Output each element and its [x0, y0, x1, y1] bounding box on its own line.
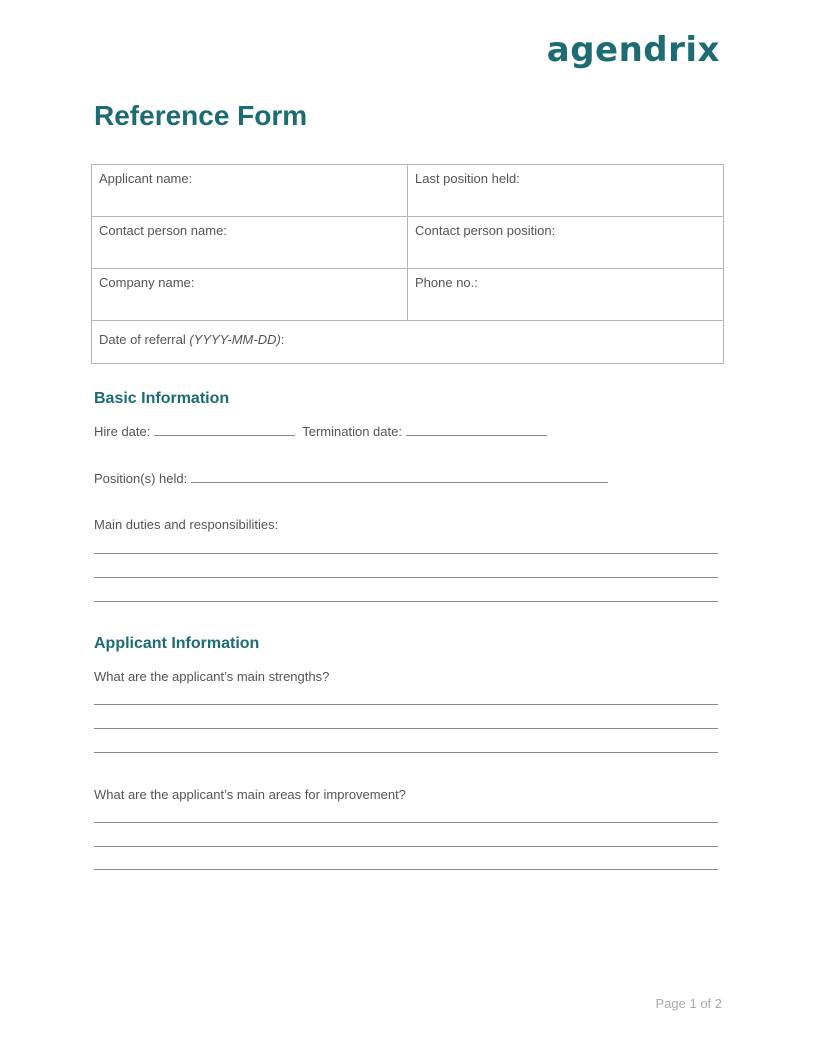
contact-position-label: Contact person position:: [415, 223, 556, 238]
referral-table: [91, 164, 724, 364]
duties-line-3[interactable]: [94, 601, 718, 602]
phone-label: Phone no.:: [415, 275, 478, 290]
page-number: Page 1 of 2: [655, 996, 722, 1011]
hire-date-blank[interactable]: [154, 424, 295, 436]
agendrix-logo: agendrix: [546, 30, 720, 70]
applicant-info-heading: Applicant Information: [94, 635, 260, 652]
contact-name-field[interactable]: [92, 217, 408, 269]
duties-label: Main duties and responsibilities:: [94, 517, 279, 532]
company-name-label: Company name:: [99, 275, 195, 290]
improvement-question: What are the applicant’s main areas for improvement?: [94, 787, 406, 802]
last-position-label: Last position held:: [415, 171, 520, 186]
termination-date-label: Termination date:: [302, 424, 402, 439]
strengths-line-1[interactable]: [94, 704, 718, 705]
referral-date-field[interactable]: [92, 321, 724, 364]
page-title: Reference Form: [94, 100, 308, 131]
date-format-hint: (YYYY-MM-DD): [189, 332, 281, 347]
positions-held-label: Position(s) held:: [94, 471, 188, 486]
strengths-line-3[interactable]: [94, 752, 718, 753]
positions-held-blank[interactable]: [191, 471, 608, 483]
positions-row: [94, 471, 608, 486]
termination-date-blank[interactable]: [406, 424, 547, 436]
strengths-line-2[interactable]: [94, 728, 718, 729]
referral-date-label: Date of referral: [99, 332, 190, 347]
duties-line-1[interactable]: [94, 553, 718, 554]
hire-termination-row: [94, 424, 547, 439]
strengths-question: What are the applicant’s main strengths?: [94, 669, 330, 684]
hire-date-label: Hire date:: [94, 424, 151, 439]
applicant-name-field[interactable]: [92, 165, 408, 217]
applicant-name-label: Applicant name:: [99, 171, 193, 186]
date-label-colon: :: [280, 332, 285, 347]
last-position-field[interactable]: [408, 165, 724, 217]
contact-position-field[interactable]: [408, 217, 724, 269]
basic-info-heading: Basic Information: [94, 390, 230, 407]
improvement-line-2[interactable]: [94, 846, 718, 847]
improvement-line-1[interactable]: [94, 822, 718, 823]
duties-line-2[interactable]: [94, 577, 718, 578]
phone-field[interactable]: [408, 269, 724, 321]
company-name-field[interactable]: [92, 269, 408, 321]
contact-name-label: Contact person name:: [99, 223, 227, 238]
improvement-line-3[interactable]: [94, 869, 718, 870]
